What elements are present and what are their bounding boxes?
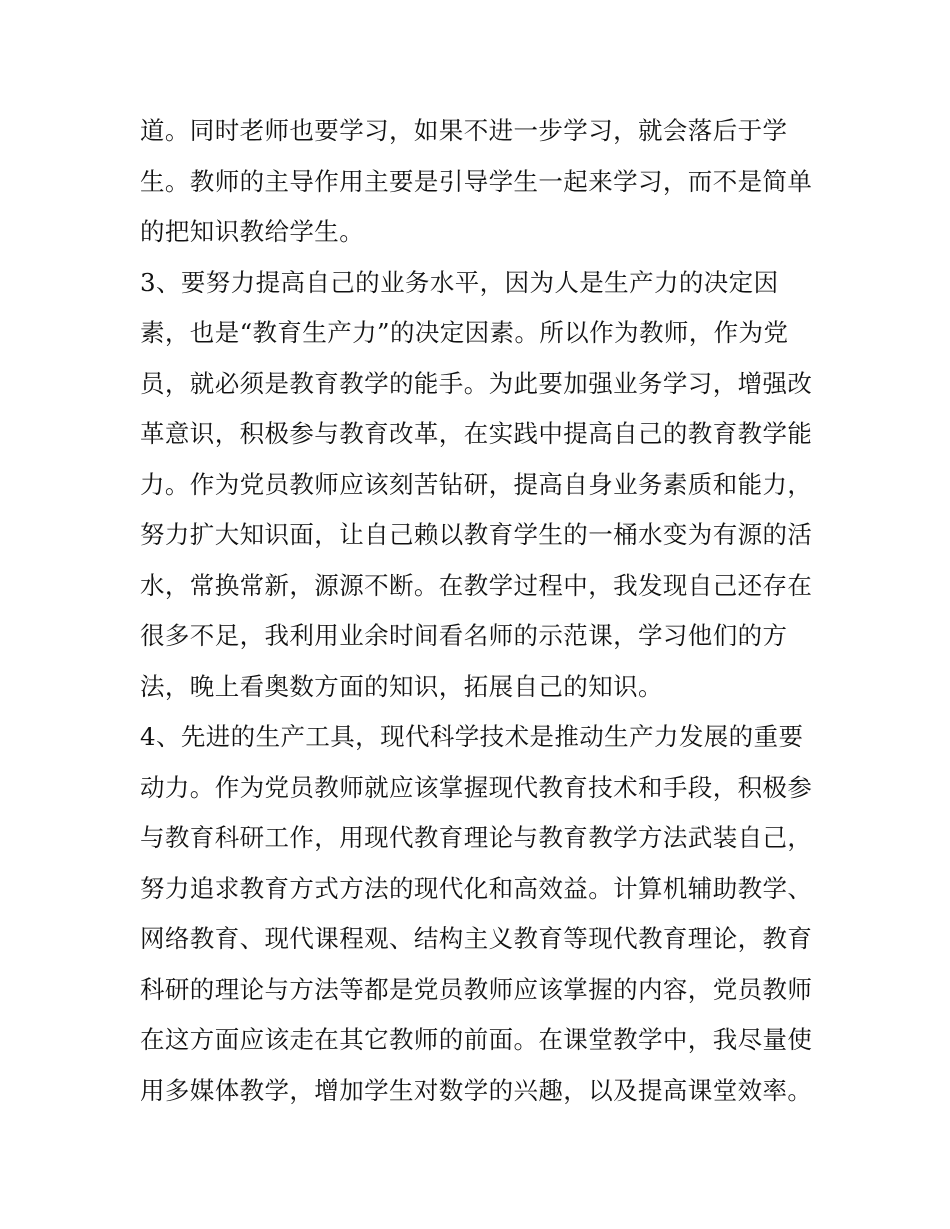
text-line: 生。教师的主导作用主要是引导学生一起来学习，而不是简单 (140, 166, 813, 196)
text-line: 的把知识教给学生。 (140, 217, 365, 246)
text-line: 道。同时老师也要学习，如果不进一步学习，就会落后于学 (140, 116, 788, 145)
text-line: 3、要努力提高自己的业务水平，因为人是生产力的决定因 (140, 267, 779, 297)
text-line: 用多媒体教学，增加学生对数学的兴趣，以及提高课堂效率。 (140, 1075, 813, 1105)
body-text (140, 106, 820, 1116)
text-line: 水，常换常新，源源不断。在教学过程中，我发现自己还存在 (140, 570, 813, 600)
text-line: 素，也是“教育生产力”的决定因素。所以作为教师，作为党 (140, 318, 789, 347)
text-line: 法，晚上看奥数方面的知识，拓展自己的知识。 (140, 671, 663, 701)
text-line: 科研的理论与方法等都是党员教师应该掌握的内容，党员教师 (140, 974, 813, 1004)
text-line: 力。作为党员教师应该刻苦钻研，提高自身业务素质和能力， (140, 469, 813, 499)
text-line: 努力扩大知识面，让自己赖以教育学生的一桶水变为有源的活 (140, 520, 813, 549)
text-line: 很多不足，我利用业余时间看名师的示范课，学习他们的方 (140, 621, 788, 650)
text-line: 网络教育、现代课程观、结构主义教育等现代教育理论，教育 (140, 924, 813, 953)
text-line: 与教育科研工作，用现代教育理论与教育教学方法武装自己， (140, 823, 813, 852)
text-line: 努力追求教育方式方法的现代化和高效益。计算机辅助教学、 (140, 873, 813, 903)
text-line: 员，就必须是教育教学的能手。为此要加强业务学习，增强改 (140, 368, 813, 398)
text-line: 4、先进的生产工具，现代科学技术是推动生产力发展的重要 (140, 722, 804, 751)
text-line: 革意识，积极参与教育改革，在实践中提高自己的教育教学能 (140, 419, 813, 448)
text-line: 动力。作为党员教师就应该掌握现代教育技术和手段，积极参 (140, 772, 813, 802)
text-line: 在这方面应该走在其它教师的前面。在课堂教学中，我尽量使 (140, 1025, 813, 1054)
